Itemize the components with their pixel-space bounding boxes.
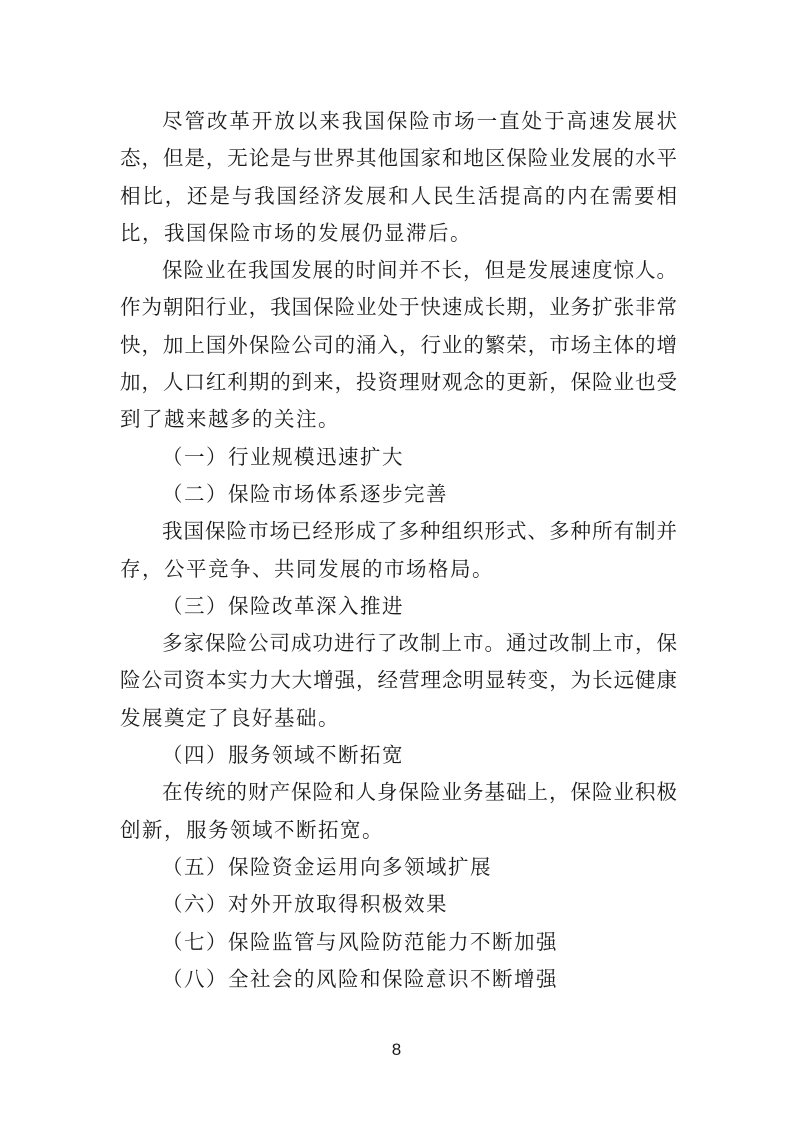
text-line: 在传统的财产保险和人身保险业务基础上，保险业积极 [162, 780, 677, 805]
section-heading [120, 924, 677, 961]
text-line: （五）保险资金运用向多领域扩展 [162, 854, 492, 879]
text-line: （六）对外开放取得积极效果 [162, 892, 448, 917]
text-line: 比，我国保险市场的发展仍显滞后。 [120, 220, 472, 245]
document-body [120, 103, 677, 998]
section-heading [120, 737, 677, 774]
text-line: 创新，服务领域不断拓宽。 [120, 817, 384, 842]
text-line: 作为朝阳行业，我国保险业处于快速成长期，业务扩张非常 [120, 295, 677, 320]
paragraph [120, 103, 677, 252]
page-number: 8 [391, 1040, 402, 1059]
paragraph [120, 252, 677, 438]
text-line: 态，但是，无论是与世界其他国家和地区保险业发展的水平 [120, 146, 677, 171]
text-line: 存，公平竞争、共同发展的市场格局。 [120, 556, 494, 581]
text-line: 快，加上国外保险公司的涌入，行业的繁荣，市场主体的增 [120, 332, 677, 357]
text-line: （一）行业规模迅速扩大 [162, 444, 404, 469]
section-heading [120, 849, 677, 886]
section-heading [120, 476, 677, 513]
text-line: （七）保险监管与风险防范能力不断加强 [162, 929, 558, 954]
paragraph [120, 774, 677, 849]
text-line: 尽管改革开放以来我国保险市场一直处于高速发展状 [162, 109, 677, 133]
text-line: （八）全社会的风险和保险意识不断增强 [162, 966, 558, 991]
section-heading [120, 439, 677, 476]
section-heading [120, 961, 677, 998]
text-line: 到了越来越多的关注。 [120, 407, 340, 432]
text-line: （四）服务领域不断拓宽 [162, 743, 404, 768]
text-line: 险公司资本实力大大增强，经营理念明显转变，为长远健康 [120, 668, 677, 693]
text-line: （三）保险改革深入推进 [162, 593, 404, 618]
text-line: （二）保险市场体系逐步完善 [162, 481, 448, 506]
paragraph [120, 625, 677, 737]
section-heading [120, 886, 677, 923]
paragraph [120, 513, 677, 588]
text-line: 相比，还是与我国经济发展和人民生活提高的内在需要相 [120, 183, 677, 208]
text-line: 多家保险公司成功进行了改制上市。通过改制上市，保 [162, 631, 677, 656]
text-line: 我国保险市场已经形成了多种组织形式、多种所有制并 [162, 519, 677, 544]
text-line: 加，人口红利期的到来，投资理财观念的更新，保险业也受 [120, 370, 677, 395]
section-heading [120, 588, 677, 625]
text-line: 保险业在我国发展的时间并不长，但是发展速度惊人。 [162, 258, 677, 283]
text-line: 发展奠定了良好基础。 [120, 705, 340, 730]
